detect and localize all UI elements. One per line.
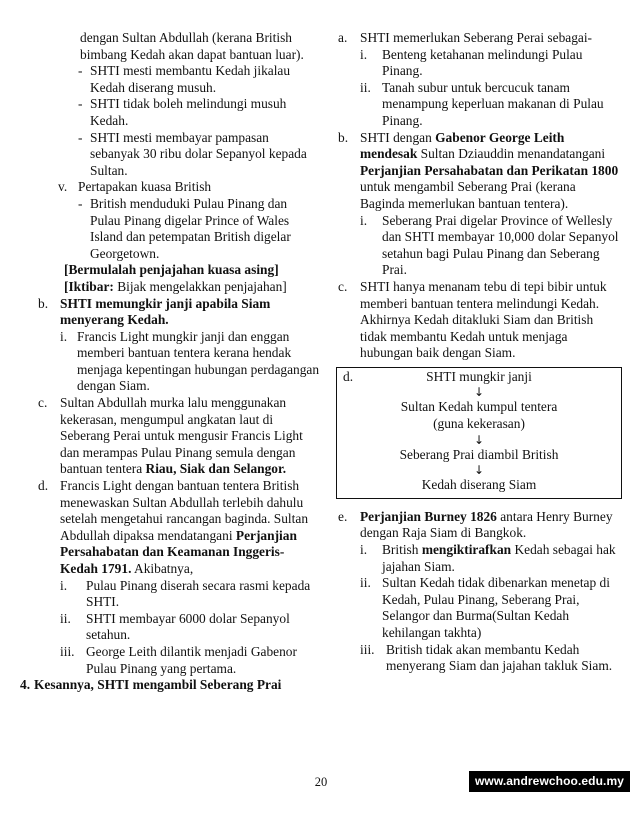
list-text: SHTI hanya menanam tebu di tepi bibir untuk memberi bantuan tentera melindungi Kedah. Akhirnya Kedah ditakluki Siam dan British tidak membantu Kedah untuk menjaga hubungan baik dengan Siam. <box>360 278 607 361</box>
dash-marker: - <box>78 96 83 112</box>
list-text-bold: Perjanjian Burney 1826 <box>360 508 497 524</box>
list-marker: d. <box>38 478 49 494</box>
sub-text: Sultan Kedah tidak dibenarkan menetap di Kedah, Pulau Pinang, Seberang Prai, Selangor dan Burma(Sultan Kedah kehilangan takhta) <box>382 575 610 640</box>
dash-text: SHTI tidak boleh melindungi musuh Kedah. <box>90 96 287 128</box>
list-item-b <box>338 130 622 213</box>
sub-marker: i. <box>360 46 368 62</box>
sub-text <box>382 542 622 575</box>
dash-marker: - <box>78 63 83 79</box>
list-text: SHTI memerlukan Seberang Perai sebagai- <box>360 30 593 45</box>
list-text-bold: Gabenor George Leith mendesak <box>360 129 565 162</box>
section-marker: 4. <box>20 677 31 693</box>
list-item-c <box>22 395 320 478</box>
list-text <box>360 509 622 542</box>
flow-header <box>343 369 615 386</box>
sub-item <box>338 575 622 641</box>
sub-marker: i. <box>60 577 68 593</box>
flow-marker: d. <box>343 368 354 384</box>
section-4 <box>20 677 320 694</box>
sub-marker: i. <box>60 328 68 344</box>
sub-text: George Leith dilantik menjadi Gabenor Pulau Pinang yang pertama. <box>86 643 297 676</box>
sub-item <box>338 642 622 675</box>
website-badge: www.andrewchoo.edu.my <box>469 771 630 792</box>
dash-item <box>22 63 320 96</box>
arrow-down-icon: ↓ <box>473 463 485 478</box>
dash-text: SHTI mesti membayar pampasan sebanyak 30 ribu dolar Sepanyol kepada Sultan. <box>90 129 307 178</box>
list-marker: v. <box>58 179 68 195</box>
sub-text: Pulau Pinang diserah secara rasmi kepada SHTI. <box>86 577 311 610</box>
sub-text: Seberang Prai digelar Province of Wellesly dan SHTI membayar 10,000 dolar Sepanyol setahun bagi Pulau Pinang dan Seberang Prai. <box>382 212 619 278</box>
list-text-plain: Francis Light dengan bantuan tentera British menewaskan Sultan Abdullah terlebih dahulu setelah mengetahui rancangan baginda. Sultan Abdullah dipaksa mendatangani <box>60 478 309 543</box>
list-text-plain: Sultan Dziauddin menandatangani <box>420 146 606 162</box>
bermulalah-text: [Bermulalah penjajahan kuasa asing] <box>64 262 279 278</box>
dash-text: SHTI mesti membantu Kedah jikalau Kedah diserang musuh. <box>90 63 291 95</box>
list-text-bold: Perjanjian Persahabatan dan Perikatan 1800 <box>360 162 619 178</box>
flow-step: Kedah diserang Siam <box>421 477 537 493</box>
list-text-after: Akibatnya, <box>134 561 194 576</box>
list-text-plain: untuk mengambil Seberang Prai (kerana Baginda memerlukan bantuan tentera). <box>360 179 576 211</box>
sub-item <box>22 611 320 644</box>
list-marker: b. <box>38 295 49 311</box>
list-text: Pertapakan kuasa British <box>78 179 212 195</box>
sub-text: Francis Light mungkir janji dan enggan memberi bantuan tentera kerana hendak menjaga kepentingan hubungan perdagangan dengan Siam. <box>77 328 320 394</box>
page-number: 20 <box>314 775 328 789</box>
sub-text: Tanah subur untuk bercucuk tanam menampung keperluan makanan di Pulau Pinang. <box>382 79 604 128</box>
section-text: Kesannya, SHTI mengambil Seberang Prai <box>34 677 282 693</box>
bermulalah-note <box>22 262 320 279</box>
left-column <box>22 30 320 694</box>
dash-item <box>22 96 320 129</box>
arrow-down-icon: ↓ <box>473 432 485 447</box>
sub-item <box>22 644 320 677</box>
summary-flow-box <box>336 367 622 499</box>
list-marker: e. <box>338 508 348 524</box>
iktibar-label: [Iktibar: <box>64 278 114 294</box>
list-item-d <box>22 478 320 578</box>
dash-item <box>22 196 320 262</box>
list-marker: b. <box>338 129 349 145</box>
list-item-a <box>338 30 622 47</box>
sub-item <box>338 47 622 80</box>
flow-step: SHTI mungkir janji <box>426 368 532 384</box>
list-text-bold: Riau, Siak dan Selangor. <box>145 461 287 477</box>
sub-text: British tidak akan membantu Kedah menyerang Siam dan jajahan takluk Siam. <box>386 641 613 674</box>
sub-marker: i. <box>360 542 368 558</box>
arrow-down-icon: ↓ <box>473 385 485 400</box>
list-text-plain: SHTI dengan <box>360 129 432 145</box>
sub-text: SHTI membayar 6000 dolar Sepanyol setahun. <box>86 610 290 643</box>
sub-item <box>338 213 622 279</box>
flow-step: Seberang Prai diambil British <box>399 446 559 462</box>
dash-marker: - <box>78 129 83 145</box>
sub-marker: ii. <box>60 610 71 626</box>
sub-marker: ii. <box>360 575 371 591</box>
sub-text-bold: mengiktirafkan <box>421 542 512 558</box>
sub-text: Benteng ketahanan melindungi Pulau Pinang. <box>382 46 583 79</box>
list-text <box>60 478 320 578</box>
sub-marker: iii. <box>60 643 75 659</box>
sub-item <box>22 578 320 611</box>
left-continuation <box>22 30 320 63</box>
list-marker: c. <box>38 395 48 411</box>
iktibar-note <box>22 279 320 296</box>
list-marker: c. <box>338 278 348 294</box>
list-text-plain: antara Henry Burney dengan Raja Siam di Bangkok. <box>360 508 613 541</box>
list-text <box>60 395 320 478</box>
list-item-c <box>338 279 622 362</box>
sub-text-plain: Kedah sebagai hak jajahan Siam. <box>382 542 616 574</box>
flow-step: (guna kekerasan) <box>433 416 525 432</box>
right-column <box>338 30 622 675</box>
dash-text: British menduduki Pulau Pinang dan Pulau Pinang digelar Prince of Wales Island dan petempatan British digelar Georgetown. <box>90 195 291 261</box>
list-text-plain: Sultan Abdullah murka lalu menggunakan kekerasan, mengumpul angkatan laut di Seberang Perai untuk mengusir Francis Light dan merampas Pulau Pinang semula dengan bantuan tentera <box>60 395 303 477</box>
list-item-e <box>338 509 622 542</box>
left-continuation-text: dengan Sultan Abdullah (kerana British bimbang Kedah akan dapat bantuan luar). <box>80 30 304 62</box>
list-marker: a. <box>338 30 348 45</box>
list-text <box>360 130 622 213</box>
sub-text-plain: British <box>382 542 419 558</box>
dash-item <box>22 130 320 180</box>
sub-marker: i. <box>360 212 368 228</box>
sub-item <box>338 80 622 130</box>
sub-marker: ii. <box>360 79 371 95</box>
list-text-bold: Perjanjian Persahabatan dan Keamanan Inggeris-Kedah 1791. <box>60 527 297 576</box>
dash-marker: - <box>78 195 83 211</box>
iktibar-text: Bijak mengelakkan penjajahan] <box>117 278 287 294</box>
list-item-b <box>22 296 320 329</box>
list-item-v <box>22 179 320 196</box>
sub-marker: iii. <box>360 641 375 657</box>
sub-item <box>338 542 622 575</box>
sub-item <box>22 329 320 395</box>
list-text: SHTI memungkir janji apabila Siam menyerang Kedah. <box>60 295 271 328</box>
flow-step: Sultan Kedah kumpul tentera <box>400 399 558 415</box>
